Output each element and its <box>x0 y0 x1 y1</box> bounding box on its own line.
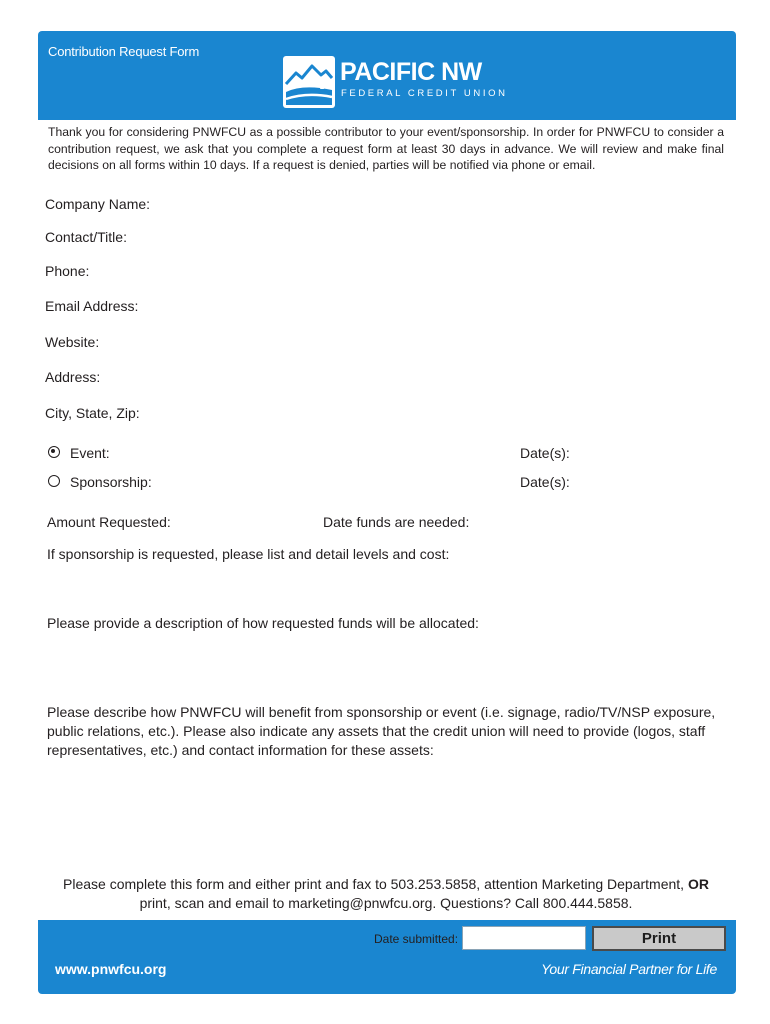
sponsorship-dates-field[interactable]: Date(s): <box>520 474 570 490</box>
event-label: Event: <box>70 445 110 461</box>
email-field[interactable]: Email Address: <box>45 298 139 314</box>
form-title: Contribution Request Form <box>48 44 200 59</box>
closing-line1: Please complete this form and either print and fax to 503.253.5858, attention Marketing Department, <box>63 876 688 892</box>
sponsorship-label: Sponsorship: <box>70 474 152 490</box>
closing-line2: print, scan and email to marketing@pnwfcu.org. Questions? Call 800.444.5858. <box>139 895 633 911</box>
company-name-field[interactable]: Company Name: <box>45 196 151 212</box>
date-submitted-label: Date submitted: <box>374 932 459 946</box>
city-state-zip-field[interactable]: City, State, Zip: <box>45 405 140 421</box>
event-dates-field[interactable]: Date(s): <box>520 445 570 461</box>
contact-title-field[interactable]: Contact/Title: <box>45 229 127 245</box>
benefit-question[interactable]: Please describe how PNWFCU will benefit from sponsorship or event (i.e. signage, radio/TV/NSP exposure, public relations, etc.). Please also indicate any assets that the credit union will need to provide (logos, staff representatives, etc.) and contact information for these assets: <box>47 704 716 758</box>
phone-field[interactable]: Phone: <box>45 263 90 279</box>
closing-instructions <box>50 875 722 913</box>
pnwfcu-logo <box>283 56 508 108</box>
sponsorship-levels-question[interactable]: If sponsorship is requested, please list and detail levels and cost: <box>47 546 450 562</box>
logo-name: PACIFIC NW <box>340 58 482 86</box>
event-radio[interactable] <box>48 446 60 458</box>
date-submitted-input[interactable] <box>462 926 586 950</box>
website-link[interactable]: www.pnwfcu.org <box>55 961 167 977</box>
fund-allocation-question[interactable]: Please provide a description of how requested funds will be allocated: <box>47 615 479 631</box>
print-button[interactable]: Print <box>592 926 726 951</box>
logo-subtitle: FEDERAL CREDIT UNION <box>341 88 508 99</box>
mountain-logo-icon <box>283 56 335 108</box>
date-funds-needed-field[interactable]: Date funds are needed: <box>323 514 470 530</box>
amount-requested-field[interactable]: Amount Requested: <box>47 514 171 530</box>
address-field[interactable]: Address: <box>45 369 101 385</box>
sponsorship-radio[interactable] <box>48 475 60 487</box>
tagline: Your Financial Partner for Life <box>541 961 717 977</box>
closing-or: OR <box>687 876 709 892</box>
intro-paragraph: Thank you for considering PNWFCU as a possible contributor to your event/sponsorship. In order for PNWFCU to consider a contribution request, we ask that you complete a request form at least 30 days in advance. We will review and make final decisions on all forms within 10 days. If a request is denied, parties will be notified via phone or email. <box>48 125 724 172</box>
website-field[interactable]: Website: <box>45 334 100 350</box>
